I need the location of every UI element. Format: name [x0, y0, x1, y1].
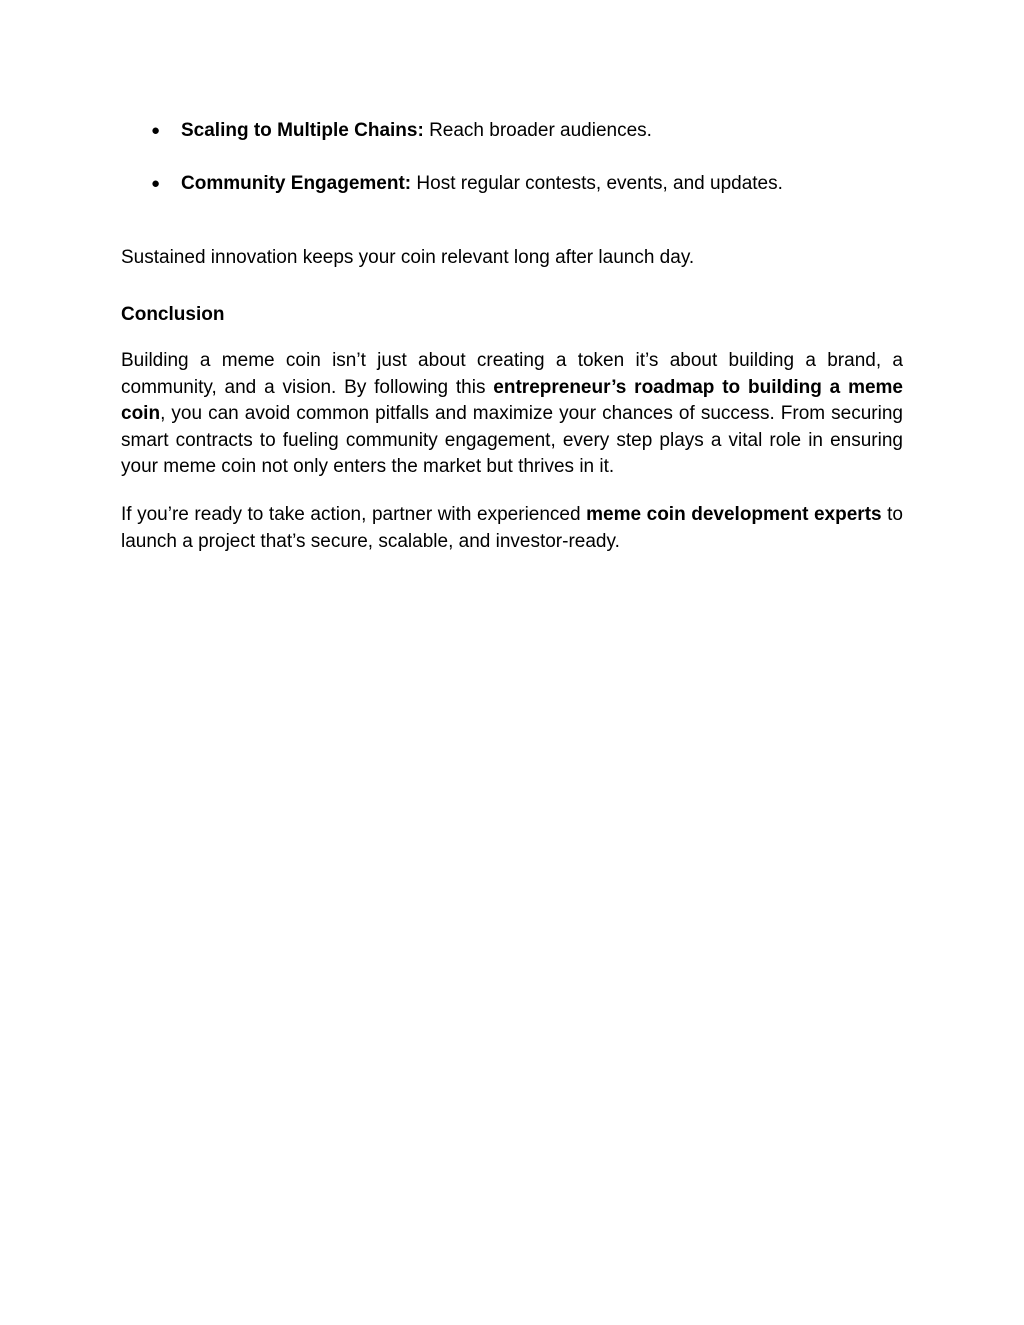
ready-paragraph	[121, 502, 903, 555]
bullet-icon: ●	[151, 122, 161, 139]
bullet-icon: ●	[151, 175, 161, 192]
bullet-bold-label: Community Engagement:	[181, 173, 412, 194]
paragraph-text: , you can avoid common pitfalls and maximize your chances of success. From securing smart contracts to fueling community engagement, every step plays a vital role in ensuring your meme coin not only enters the market but thrives in it.	[121, 403, 903, 477]
list-item	[151, 171, 903, 197]
paragraph-text: Building a meme coin isn’t just about creating a token it’s about building a brand, a community, and a vision. By following this	[121, 350, 903, 398]
sustained-paragraph: Sustained innovation keeps your coin relevant long after launch day.	[121, 247, 695, 268]
bullet-list	[151, 118, 903, 224]
paragraph-bold-text: entrepreneur’s roadmap to building a meme coin	[121, 376, 903, 424]
conclusion-heading: Conclusion	[121, 304, 225, 325]
building-paragraph	[121, 348, 903, 481]
paragraph-text: If you’re ready to take action, partner with experienced	[121, 504, 587, 525]
bullet-text: Reach broader audiences.	[423, 120, 652, 141]
list-item	[151, 118, 903, 144]
paragraph-bold-text: meme coin development experts	[586, 504, 882, 525]
bullet-bold-label: Scaling to Multiple Chains:	[181, 120, 424, 141]
paragraph-text: to launch a project that’s secure, scalable, and investor-ready.	[121, 504, 904, 552]
bullet-text: Host regular contests, events, and updates.	[411, 173, 783, 194]
